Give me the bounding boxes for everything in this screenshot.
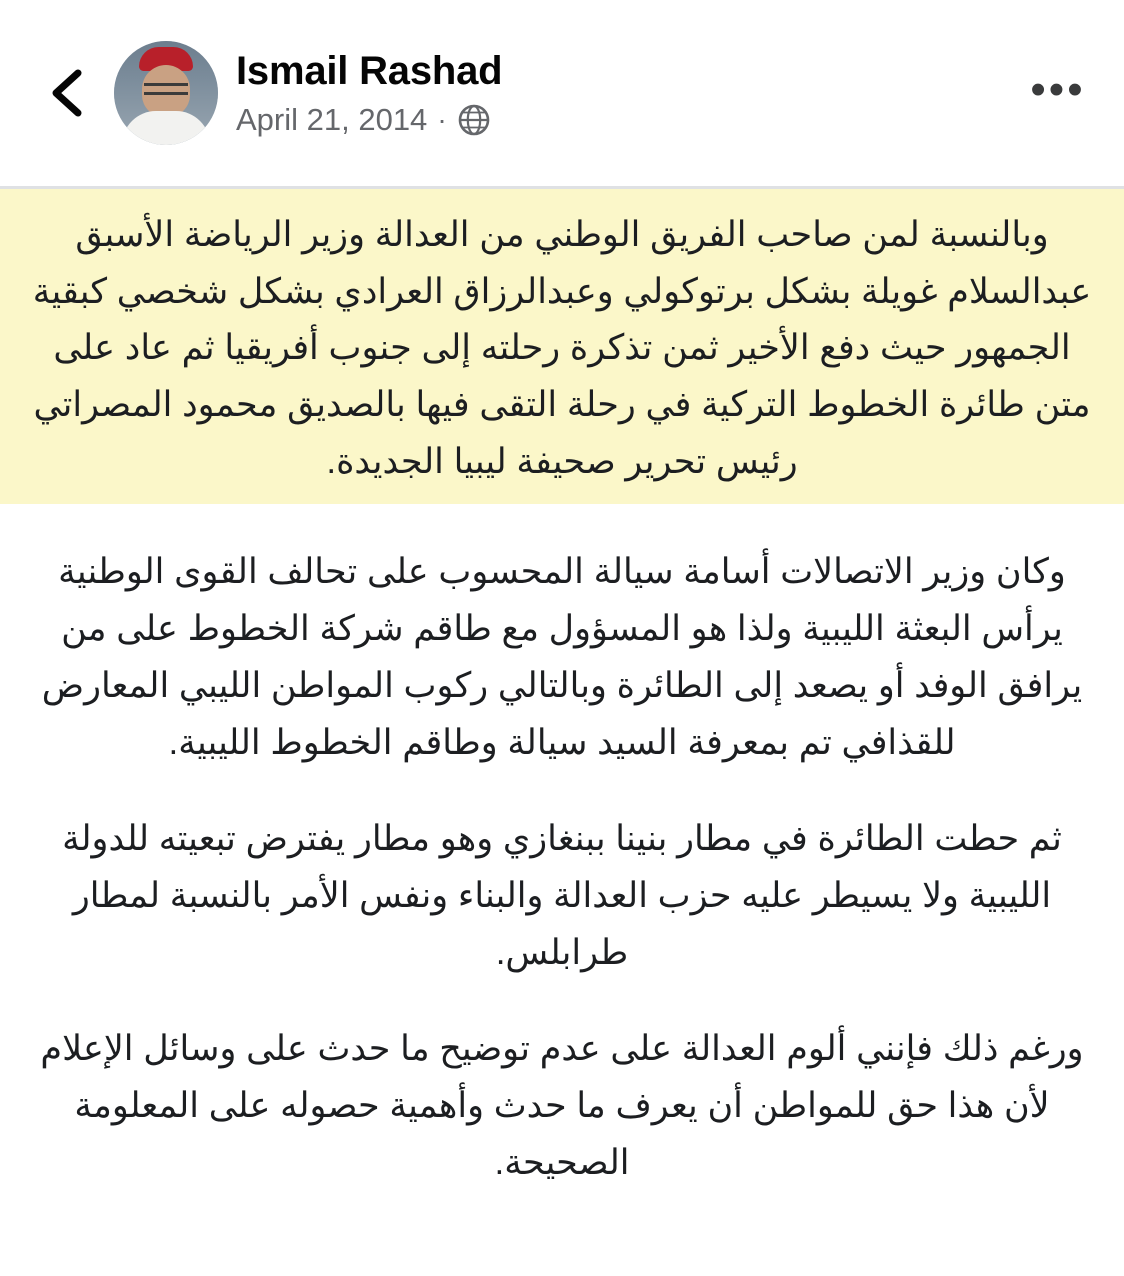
post-subline [236,102,1026,138]
paragraph-gap [0,504,1124,544]
post-content [0,189,1124,1191]
back-button[interactable] [40,65,96,121]
avatar[interactable] [114,41,218,145]
author-name[interactable]: Ismail Rashad [236,49,503,93]
globe-public-icon[interactable] [457,103,491,137]
more-options-button[interactable]: ••• [1030,65,1086,115]
post-header [0,0,1124,186]
post-paragraph: ورغم ذلك فإنني ألوم العدالة على عدم توضيح ما حدث على وسائل الإعلام لأن هذا حق للمواطن أن يعرف ما حدث وأهمية حصوله على المعلومة الصحيحة. [40,1029,1084,1182]
post-meta [236,48,1026,138]
post-paragraph-highlighted: وبالنسبة لمن صاحب الفريق الوطني من العدالة وزير الرياضة الأسبق عبدالسلام غويلة بشكل برتوكولي وعبدالرزاق العرادي بشكل شخصي كبقية الجمهور حيث دفع الأخير ثمن تذكرة رحلته إلى جنوب أفريقيا ثم عاد على متن طائرة الخطوط التركية في رحلة التقى فيها بالصديق محمود المصراتي رئيس تحرير صحيفة ليبيا الجديدة. [0,189,1124,504]
meta-separator: · [437,104,447,135]
back-chevron-icon [46,67,90,119]
paragraph-gap [0,771,1124,811]
paragraph-gap [0,981,1124,1021]
post-paragraph: ثم حطت الطائرة في مطار بنينا ببنغازي وهو مطار يفترض تبعيته للدولة الليبية ولا يسيطر عليه حزب العدالة والبناء ونفس الأمر بالنسبة لمطار طرابلس. [62,819,1062,972]
post-paragraph: وكان وزير الاتصالات أسامة سيالة المحسوب على تحالف القوى الوطنية يرأس البعثة الليبية ولذا هو المسؤول مع طاقم شركة الخطوط على من يرافق الوفد أو يصعد إلى الطائرة وبالتالي ركوب المواطن الليبي المعارض للقذافي تم بمعرفة السيد سيالة وطاقم الخطوط الليبية. [41,552,1083,762]
post-date[interactable]: April 21, 2014 [236,102,428,137]
avatar-glasses [144,83,188,95]
